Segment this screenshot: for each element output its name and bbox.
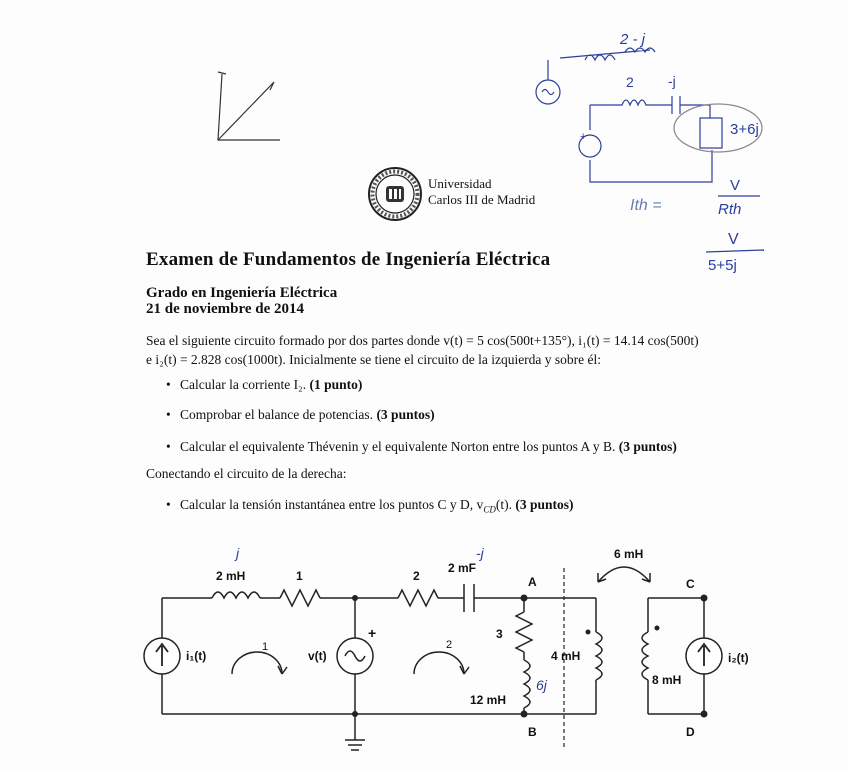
resistor-3 xyxy=(516,612,532,652)
coil-8mh xyxy=(642,632,648,680)
hand-six-j: 6j xyxy=(536,677,547,693)
hand-ith: Ith = xyxy=(630,197,662,214)
hand-circuit-j: -j xyxy=(668,73,676,89)
svg-text:+: + xyxy=(580,131,587,143)
label-source-i1: i₁(t) xyxy=(186,649,207,663)
question-2-text: Comprobar el balance de potencias. xyxy=(180,407,374,422)
question-1-points: (1 punto) xyxy=(309,377,363,392)
question-4-sub: CD xyxy=(483,504,496,515)
university-line1: Universidad xyxy=(428,176,492,191)
hand-j-mark: j xyxy=(236,545,240,561)
question-3-text: Calcular el equivalente Thévenin y el equivalente Norton entre los puntos A y B. xyxy=(180,439,616,454)
hand-top-impedance: 2 - j xyxy=(620,31,646,48)
mesh-arrow-1-icon xyxy=(232,652,282,674)
label-inductor-2mh: 2 mH xyxy=(216,569,246,583)
intro-line-1: Sea el siguiente circuito formado por dos partes donde v(t) = 5 cos(500t+135°), i₁(t) = 14.14 cos(500t) xyxy=(146,333,699,348)
label-node-d: D xyxy=(686,725,695,739)
degree-label: Grado en Ingeniería Eléctrica xyxy=(146,285,338,301)
handwriting-layer xyxy=(0,0,848,300)
label-mutual: 6 mH xyxy=(614,547,644,561)
hand-circuit-r: 2 xyxy=(626,74,634,90)
question-1 xyxy=(180,377,362,393)
resistor-2 xyxy=(398,590,438,606)
inductor-2mh xyxy=(212,592,260,598)
label-node-a: A xyxy=(528,575,537,589)
hand-load: 3+6j xyxy=(730,121,759,138)
hand-den: 5+5j xyxy=(708,257,737,274)
question-4-tail: (t). xyxy=(495,497,512,512)
question-1-text: Calcular la corriente I₂. xyxy=(180,377,307,392)
label-capacitor: 2 mF xyxy=(448,561,477,575)
label-mesh-1: 1 xyxy=(262,641,269,653)
sketch-top-wire xyxy=(560,48,655,60)
question-4-points: (3 puntos) xyxy=(515,497,574,512)
question-4 xyxy=(180,497,573,515)
polarity-dot-primary xyxy=(586,630,591,635)
question-4-text: Calcular la tensión instantánea entre los puntos C y D, v xyxy=(180,497,484,512)
hand-rth: Rth xyxy=(718,201,742,218)
hand-v2: V xyxy=(728,231,739,248)
intro-paragraph xyxy=(146,331,786,369)
label-mesh-2: 2 xyxy=(446,639,453,651)
mesh-arrow-2-icon xyxy=(414,652,464,674)
question-3-points: (3 puntos) xyxy=(618,439,677,454)
inductor-12mh xyxy=(524,660,530,708)
hand-neg-j-mark: -j xyxy=(476,545,484,561)
sketch-load-icon xyxy=(700,118,722,148)
label-source-v: v(t) xyxy=(308,649,327,663)
question-3 xyxy=(180,439,677,455)
resistor-1 xyxy=(280,590,320,606)
label-coil-8mh: 8 mH xyxy=(652,673,682,687)
node-a-dot xyxy=(521,595,528,602)
label-node-c: C xyxy=(686,577,695,591)
node-b-dot xyxy=(521,711,528,718)
exam-date: 21 de noviembre de 2014 xyxy=(146,301,305,317)
node-d-dot xyxy=(701,711,708,718)
circuit-diagram xyxy=(0,540,848,770)
question-2 xyxy=(180,407,435,423)
university-line2: Carlos III de Madrid xyxy=(428,192,536,207)
label-plus: + xyxy=(368,625,377,641)
label-coil-4mh: 4 mH xyxy=(551,649,581,663)
label-resistor-3: 3 xyxy=(496,627,503,641)
connect-text: Conectando el circuito de la derecha: xyxy=(146,466,347,481)
node-c-dot xyxy=(701,595,708,602)
question-2-points: (3 puntos) xyxy=(376,407,435,422)
sketch-circuit-2 xyxy=(590,96,712,182)
intro-line-2: e i₂(t) = 2.828 cos(1000t). Inicialmente se tiene el circuito de la izquierda y sobre él: xyxy=(146,352,602,367)
label-resistor-1: 1 xyxy=(296,569,303,583)
exam-title: Examen de Fundamentos de Ingeniería Eléctrica xyxy=(146,249,551,270)
label-resistor-2: 2 xyxy=(413,569,420,583)
hand-v1: V xyxy=(730,177,741,194)
coil-4mh xyxy=(596,632,602,680)
polarity-dot-secondary xyxy=(655,626,660,631)
label-inductor-12mh: 12 mH xyxy=(470,693,507,707)
axis-sketch-icon xyxy=(218,72,280,140)
label-node-b: B xyxy=(528,725,537,739)
label-source-i2: i₂(t) xyxy=(728,651,749,665)
